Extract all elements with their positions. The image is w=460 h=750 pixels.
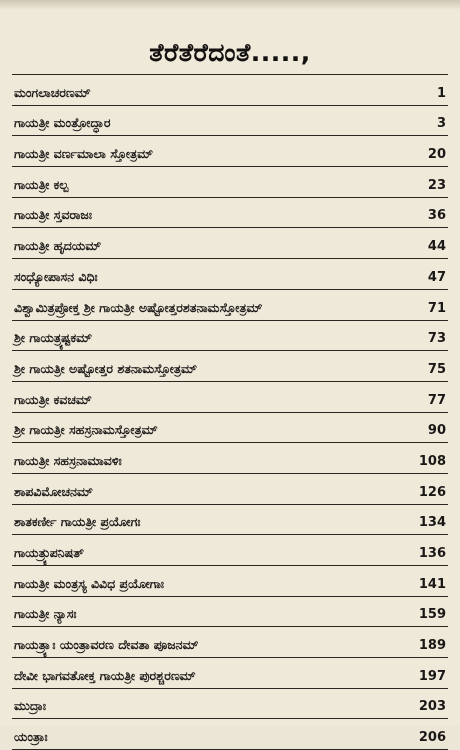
toc-page-number: 108 [418,453,446,469]
toc-row [12,566,448,597]
toc-entry-title: ಗಾಯತ್ರ್ಯುಪನಿಷತ್ [14,545,84,560]
toc-row [12,75,448,106]
toc-entry-title: ಗಾಯತ್ರೀ ಸಹಸ್ರನಾಮಾವಳಿಃ [14,452,122,468]
toc-page-number: 23 [427,177,446,193]
toc-page-number: 136 [418,546,446,561]
toc-entry-title: ಶಾತಕರ್ಣೀ ಗಾಯತ್ರೀ ಪ್ರಯೋಗಃ [14,514,141,530]
toc-page-number: 71 [427,300,446,316]
toc-page-number: 206 [418,730,446,746]
toc-row [12,443,448,474]
toc-entry-title: ಗಾಯತ್ರೀ ಮಂತ್ರೋದ್ಧಾರ [14,115,111,131]
toc-row [12,259,448,290]
toc-row [12,136,448,167]
toc-row [12,535,448,566]
toc-page-number: 203 [418,699,446,715]
toc-row [12,627,448,658]
toc-page-number: 197 [418,668,446,684]
page-top-edge [0,0,460,10]
toc-entry-title: ದೇವೀ ಭಾಗವತೋಕ್ತ ಗಾಯತ್ರೀ ಪುರಶ್ಚರಣಮ್ [14,667,196,683]
toc-row [12,382,448,413]
toc-entry-title: ಸಂಧ್ಯೋಪಾಸನ ವಿಧಿಃ [14,268,98,284]
toc-page-number: 126 [418,484,446,500]
toc-entry-title: ಶ್ರೀ ಗಾಯತ್ರ್ಯಷ್ಟಕಮ್ [14,330,93,346]
page-title: ತೆರೆತೆರೆದಂತೆ....., [149,38,311,67]
toc-page-number: 77 [427,392,446,408]
toc-entry-title: ಮುದ್ರಾಃ [14,698,47,714]
toc-page-number: 44 [427,239,446,255]
toc-page-number: 36 [427,208,446,224]
toc-row [12,413,448,444]
toc-page-number: 3 [436,116,446,132]
toc-page-number: 47 [427,269,446,285]
toc-entry-title: ವಿಶ್ವಾಮಿತ್ರಪ್ರೋಕ್ತ ಶ್ರೀ ಗಾಯತ್ರೀ ಅಷ್ಟೋತ್ತರಶತನಾಮಸ್ತೋತ್ರಮ್ [14,299,263,315]
toc-entry-title: ಶ್ರೀ ಗಾಯತ್ರೀ ಅಷ್ಟೋತ್ತರ ಶತನಾಮಸ್ತೋತ್ರಮ್ [14,360,197,376]
toc-page-number: 159 [418,607,446,623]
toc-page-number: 189 [418,638,446,654]
toc-page-number: 75 [427,361,446,377]
toc-entry-title: ಯಂತ್ರಾಃ [14,729,48,745]
toc-entry-title: ಮಂಗಲಾಚರಣಮ್ [14,84,91,100]
toc-row [12,198,448,229]
toc-row [12,505,448,536]
toc-entry-title: ಗಾಯತ್ರೀ ಸ್ತವರಾಜಃ [14,207,92,223]
table-of-contents [12,74,448,750]
toc-row [12,597,448,628]
toc-entry-title: ಗಾಯತ್ರೀ ವರ್ಣಮಾಲಾ ಸ್ತೋತ್ರಮ್ [14,146,154,162]
toc-entry-title: ಶಾಪವಿಮೋಚನಮ್ [14,483,93,499]
toc-row [12,351,448,382]
toc-row [12,167,448,198]
toc-row [12,106,448,137]
toc-entry-title: ಗಾಯತ್ರ್ಯಾಃ ಯಂತ್ರಾವರಣ ದೇವತಾ ಪೂಜನಮ್ [14,637,199,653]
toc-entry-title: ಗಾಯತ್ರೀ ಮಂತ್ರಸ್ಯ ವಿವಿಧ ಪ್ರಯೋಗಾಃ [14,575,164,591]
toc-page-number: 90 [427,423,446,439]
toc-page-number: 141 [418,576,446,592]
toc-page-number: 20 [427,147,446,163]
toc-row [12,658,448,689]
toc-entry-title: ಗಾಯತ್ರೀ ಕವಚಮ್ [14,391,92,407]
toc-row [12,290,448,321]
toc-entry-title: ಗಾಯತ್ರೀ ಹೃದಯಮ್ [14,238,102,254]
toc-entry-title: ಗಾಯತ್ರೀ ಕಲ್ಪ [14,176,69,192]
toc-page-number: 134 [418,515,446,531]
toc-page-number: 73 [427,331,446,347]
toc-entry-title: ಗಾಯತ್ರೀ ನ್ಯಾಸಃ [14,606,77,622]
toc-row [12,689,448,720]
toc-entry-title: ಶ್ರೀ ಗಾಯತ್ರೀ ಸಹಸ್ರನಾಮಸ್ತೋತ್ರಮ್ [14,422,158,438]
toc-row [12,228,448,259]
toc-row [12,719,448,750]
toc-row [12,474,448,505]
toc-row [12,321,448,352]
toc-page-number: 1 [436,85,446,101]
